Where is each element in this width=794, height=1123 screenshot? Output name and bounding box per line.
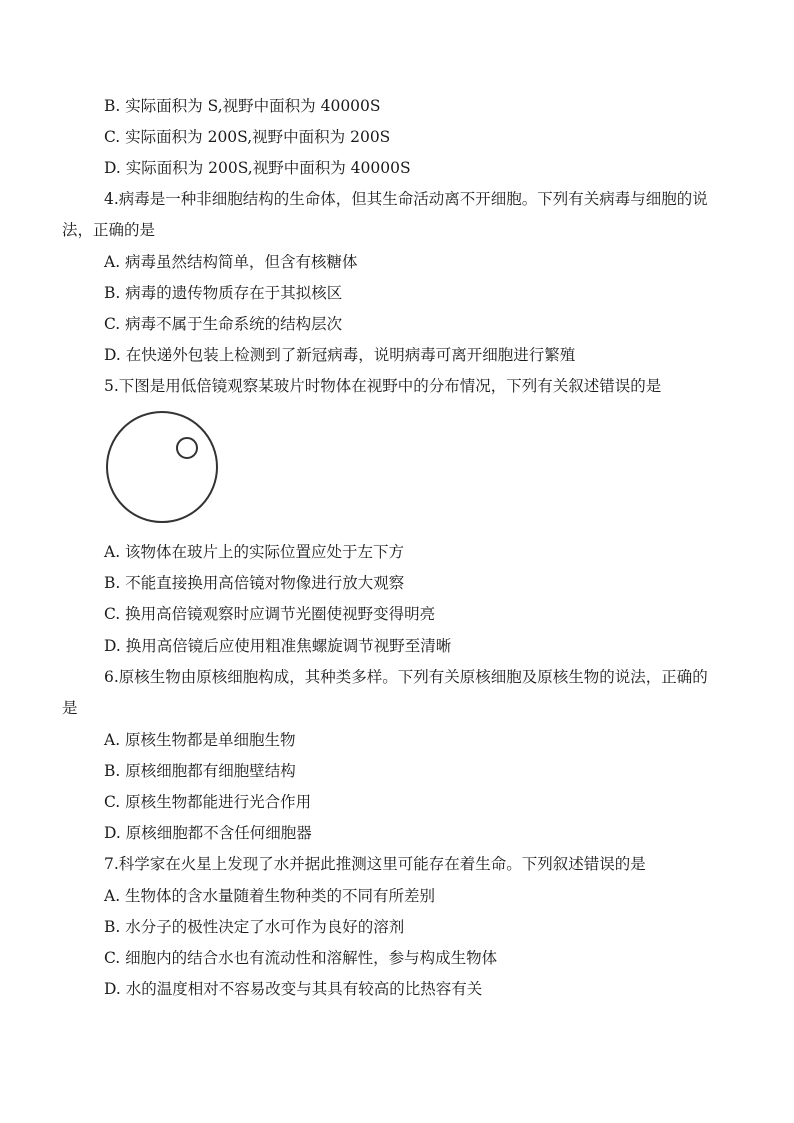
q3-option-b: B. 实际面积为 S,视野中面积为 40000S	[104, 97, 381, 115]
q7-option-d: D. 水的温度相对不容易改变与其具有较高的比热容有关	[104, 980, 483, 998]
q3-option-d: D. 实际面积为 200S,视野中面积为 40000S	[104, 159, 411, 177]
q5-option-d: D. 换用高倍镜后应使用粗准焦螺旋调节视野至清晰	[104, 637, 452, 655]
q4-option-a: A. 病毒虽然结构简单，但含有核糖体	[104, 253, 358, 271]
q4-stem: 4.病毒是一种非细胞结构的生命体，但其生命活动离不开细胞。下列有关病毒与细胞的说	[104, 190, 708, 208]
q4-option-b: B. 病毒的遗传物质存在于其拟核区	[104, 284, 343, 302]
q4-option-c: C. 病毒不属于生命系统的结构层次	[104, 315, 343, 333]
object-circle	[177, 438, 197, 458]
q7-stem: 7.科学家在火星上发现了水并据此推测这里可能存在着生命。下列叙述错误的是	[104, 855, 646, 873]
q5-option-c: C. 换用高倍镜观察时应调节光圈使视野变得明亮	[104, 605, 436, 623]
q4-option-d: D. 在快递外包装上检测到了新冠病毒，说明病毒可离开细胞进行繁殖	[104, 346, 576, 364]
q5-stem: 5.下图是用低倍镜观察某玻片时物体在视野中的分布情况，下列有关叙述错误的是	[104, 377, 662, 395]
q4-stem-continued: 法，正确的是	[62, 221, 156, 239]
q6-option-b: B. 原核细胞都有细胞壁结构	[104, 762, 296, 780]
q7-option-c: C. 细胞内的结合水也有流动性和溶解性，参与构成生物体	[104, 949, 498, 967]
q6-option-a: A. 原核生物都是单细胞生物	[104, 731, 296, 749]
q6-stem: 6.原核生物由原核细胞构成，其种类多样。下列有关原核细胞及原核生物的说法，正确的	[104, 668, 708, 686]
q6-option-c: C. 原核生物都能进行光合作用	[104, 793, 312, 811]
q7-option-b: B. 水分子的极性决定了水可作为良好的溶剂	[104, 918, 405, 936]
q6-stem-continued: 是	[62, 699, 78, 717]
q5-option-a: A. 该物体在玻片上的实际位置应处于左下方	[104, 543, 405, 561]
q3-option-c: C. 实际面积为 200S,视野中面积为 200S	[104, 128, 391, 146]
q7-option-a: A. 生物体的含水量随着生物种类的不同有所差别	[104, 887, 436, 905]
microscope-field-figure	[104, 405, 224, 527]
q5-option-b: B. 不能直接换用高倍镜对物像进行放大观察	[104, 574, 405, 592]
q6-option-d: D. 原核细胞都不含任何细胞器	[104, 824, 312, 842]
field-of-view-circle	[107, 412, 217, 522]
